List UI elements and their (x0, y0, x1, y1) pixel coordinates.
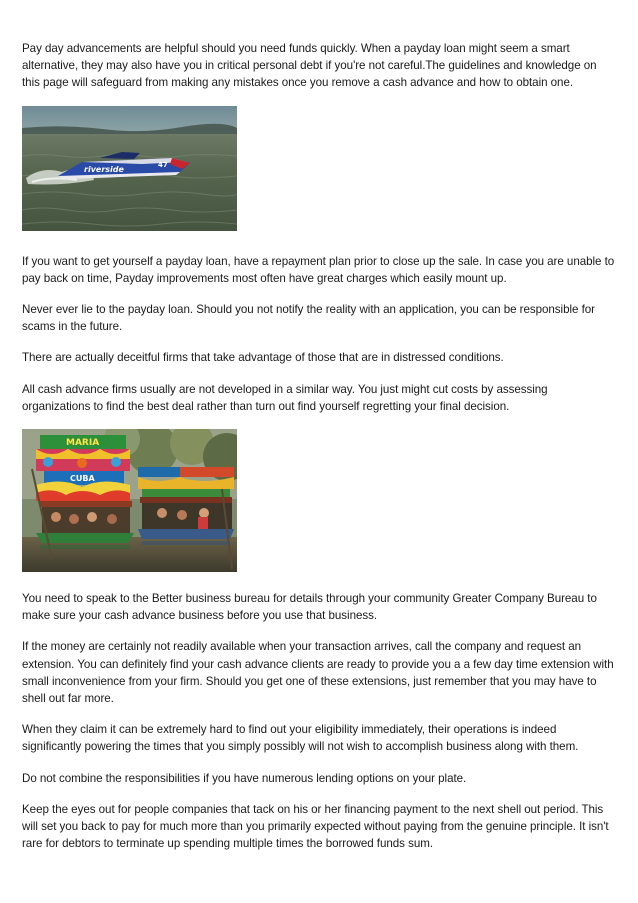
paragraph-10: Keep the eyes out for people companies that tack on his or her financing payment to the next shell out period. This will set you back to pay for much more than you primarily expected without paying from the genuine principle. It isn't rare for debtors to terminate up spending multiple times the borrowed funds sum. (22, 802, 609, 851)
boat-number: 47 (158, 160, 168, 169)
paragraph-7: If the money are certainly not readily available when your transaction arrives, call the company and request an extension. You can definitely find your cash advance clients are ready to provide you a a few day time extension with small inconvenience from your firm. Should you get one of these extensions, just remember that you may have to shell out far more. (22, 640, 614, 706)
sign-top-text: MARIA (66, 438, 100, 449)
paragraph-3: Never ever lie to the payday loan. Should you not notify the reality with an application, you can be responsible for scams in the future. (22, 303, 595, 334)
paragraph-9: Do not combine the responsibilities if you have numerous lending options on your plate. (22, 771, 467, 785)
paragraph-6: You need to speak to the Better business bureau for details through your community Greater Company Bureau to make sure your cash advance business before you use that business. (22, 592, 597, 623)
paragraph-5: All cash advance firms usually are not developed in a similar way. You just might cut costs by assessing organizations to find the best deal rather than turn out find yourself regretting your final decision. (22, 382, 548, 413)
document-page (22, 40, 616, 866)
paragraph-2: If you want to get yourself a payday loan, have a repayment plan prior to close up the sale. In case you are unable to pay back on time, Payday improvements most often have great charges which easily mount up. (22, 254, 615, 285)
speedboat-photo (22, 106, 237, 231)
paragraph-8: When they claim it can be extremely hard to find out your eligibility immediately, their operations is indeed significantly powering the times that you simply possibly will not wish to accomplish business along with them. (22, 723, 579, 754)
sign-middle-text: CUBA (70, 474, 95, 484)
boat-hull-text: riverside (84, 164, 124, 174)
trajinera-boats-photo (22, 429, 237, 572)
paragraph-1: Pay day advancements are helpful should you need funds quickly. When a payday loan might seem a smart alternative, they may also have you in critical personal debt if you're not careful.The guidelines and knowledge on this page will safeguard from making any mistakes once you remove a cash advance and how to obtain one. (22, 42, 597, 90)
paragraph-4: There are actually deceitful firms that take advantage of those that are in distressed conditions. (22, 351, 504, 365)
